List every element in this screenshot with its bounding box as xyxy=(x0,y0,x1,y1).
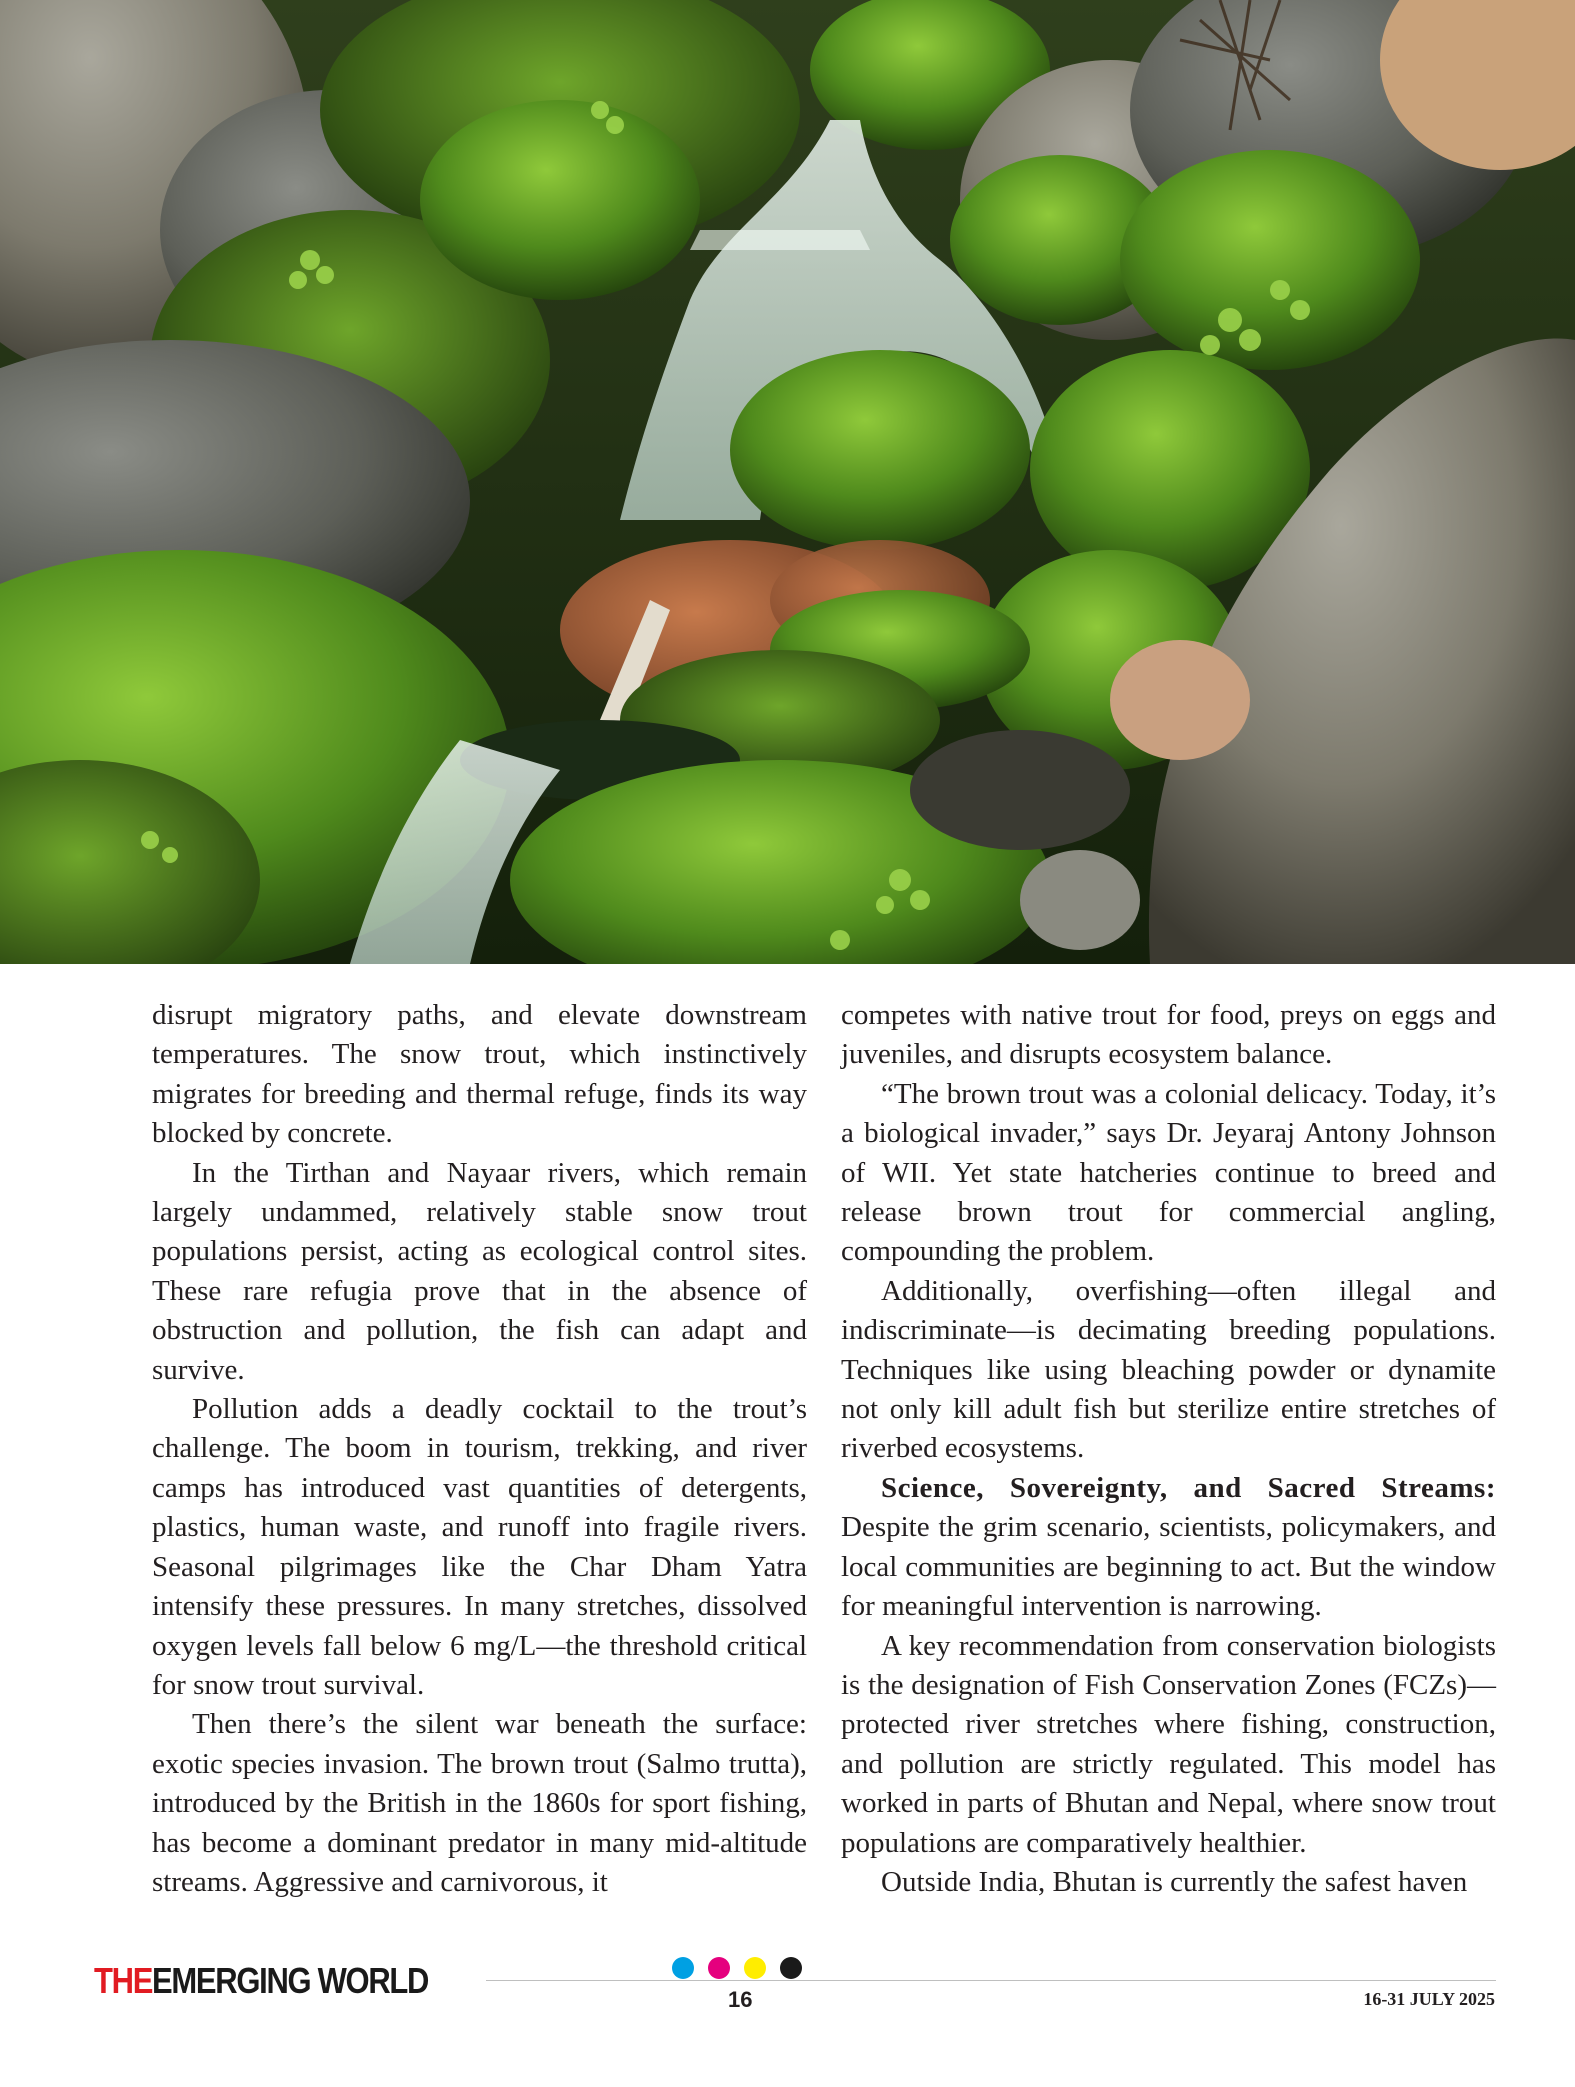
paragraph-text: Despite the grim scenario, scientists, policymakers, and local communities are beginning to act. But the window for meaningful intervention is narrowing. xyxy=(841,1511,1496,1623)
registration-dot-yellow xyxy=(744,1957,766,1979)
paragraph: disrupt migratory paths, and elevate downstream temperatures. The snow trout, which instinctively migrates for breeding and thermal refuge, finds its way blocked by concrete. xyxy=(152,999,807,1150)
paragraph: “The brown trout was a colonial delicacy. Today, it’s a biological invader,” says Dr. Jeyaraj Antony Johnson of WII. Yet state hatcheries continue to breed and release brown trout for commercial angling, compounding the problem. xyxy=(841,1077,1496,1268)
paragraph: In the Tirthan and Nayaar rivers, which remain largely undammed, relatively stable snow trout populations persist, acting as ecological control sites. These rare refugia prove that in the absence of obstruction and pollution, the fish can adapt and survive. xyxy=(152,1156,807,1386)
article-column-right xyxy=(841,996,1496,1902)
article-column-left xyxy=(152,996,807,1902)
paragraph: A key recommendation from conservation biologists is the designation of Fish Conservation Zones (FCZs)—protected river stretches where fishing, construction, and pollution are strictly regulated. This model has worked in parts of Bhutan and Nepal, where snow trout populations are comparatively healthier. xyxy=(841,1629,1496,1859)
paragraph: Pollution adds a deadly cocktail to the trout’s challenge. The boom in tourism, trekking, and river camps has introduced vast quantities of detergents, plastics, human waste, and runoff into fragile rivers. Seasonal pilgrimages like the Char Dham Yatra intensify these pressures. In many stretches, dissolved oxygen levels fall below 6 mg/L—the threshold critical for snow trout survival. xyxy=(152,1393,807,1701)
paragraph: Outside India, Bhutan is currently the safest haven xyxy=(881,1865,1468,1898)
logo-the: THE xyxy=(94,1960,153,2001)
registration-dot-black xyxy=(780,1957,802,1979)
subhead-paragraph xyxy=(841,1469,1496,1627)
section-subhead: Science, Sovereignty, and Sacred Streams: xyxy=(881,1471,1496,1504)
paragraph: Then there’s the silent war beneath the surface: exotic species invasion. The brown trout (Salmo trutta), introduced by the British in the 1860s for sport fishing, has become a dominant predator in many mid-altitude streams. Aggressive and carnivorous, it xyxy=(152,1708,807,1898)
registration-dot-magenta xyxy=(708,1957,730,1979)
waterfall-illustration xyxy=(0,0,1575,964)
logo-emerging-world: EMERGING WORLD xyxy=(152,1960,429,2001)
registration-dot-cyan xyxy=(672,1957,694,1979)
paragraph: competes with native trout for food, preys on eggs and juveniles, and disrupts ecosystem balance. xyxy=(841,999,1496,1071)
footer-rule xyxy=(486,1980,1496,1981)
registration-marks xyxy=(672,1957,802,1979)
page-number: 16 xyxy=(728,1987,753,2012)
publication-logo xyxy=(94,1960,428,2002)
paragraph: Additionally, overfishing—often illegal and indiscriminate—is decimating breeding populations. Techniques like using bleaching powder or dynamite not only kill adult fish but sterilize entire stretches of riverbed ecosystems. xyxy=(841,1274,1496,1465)
issue-date: 16-31 JULY 2025 xyxy=(1363,1989,1495,2009)
hero-photo xyxy=(0,0,1575,964)
